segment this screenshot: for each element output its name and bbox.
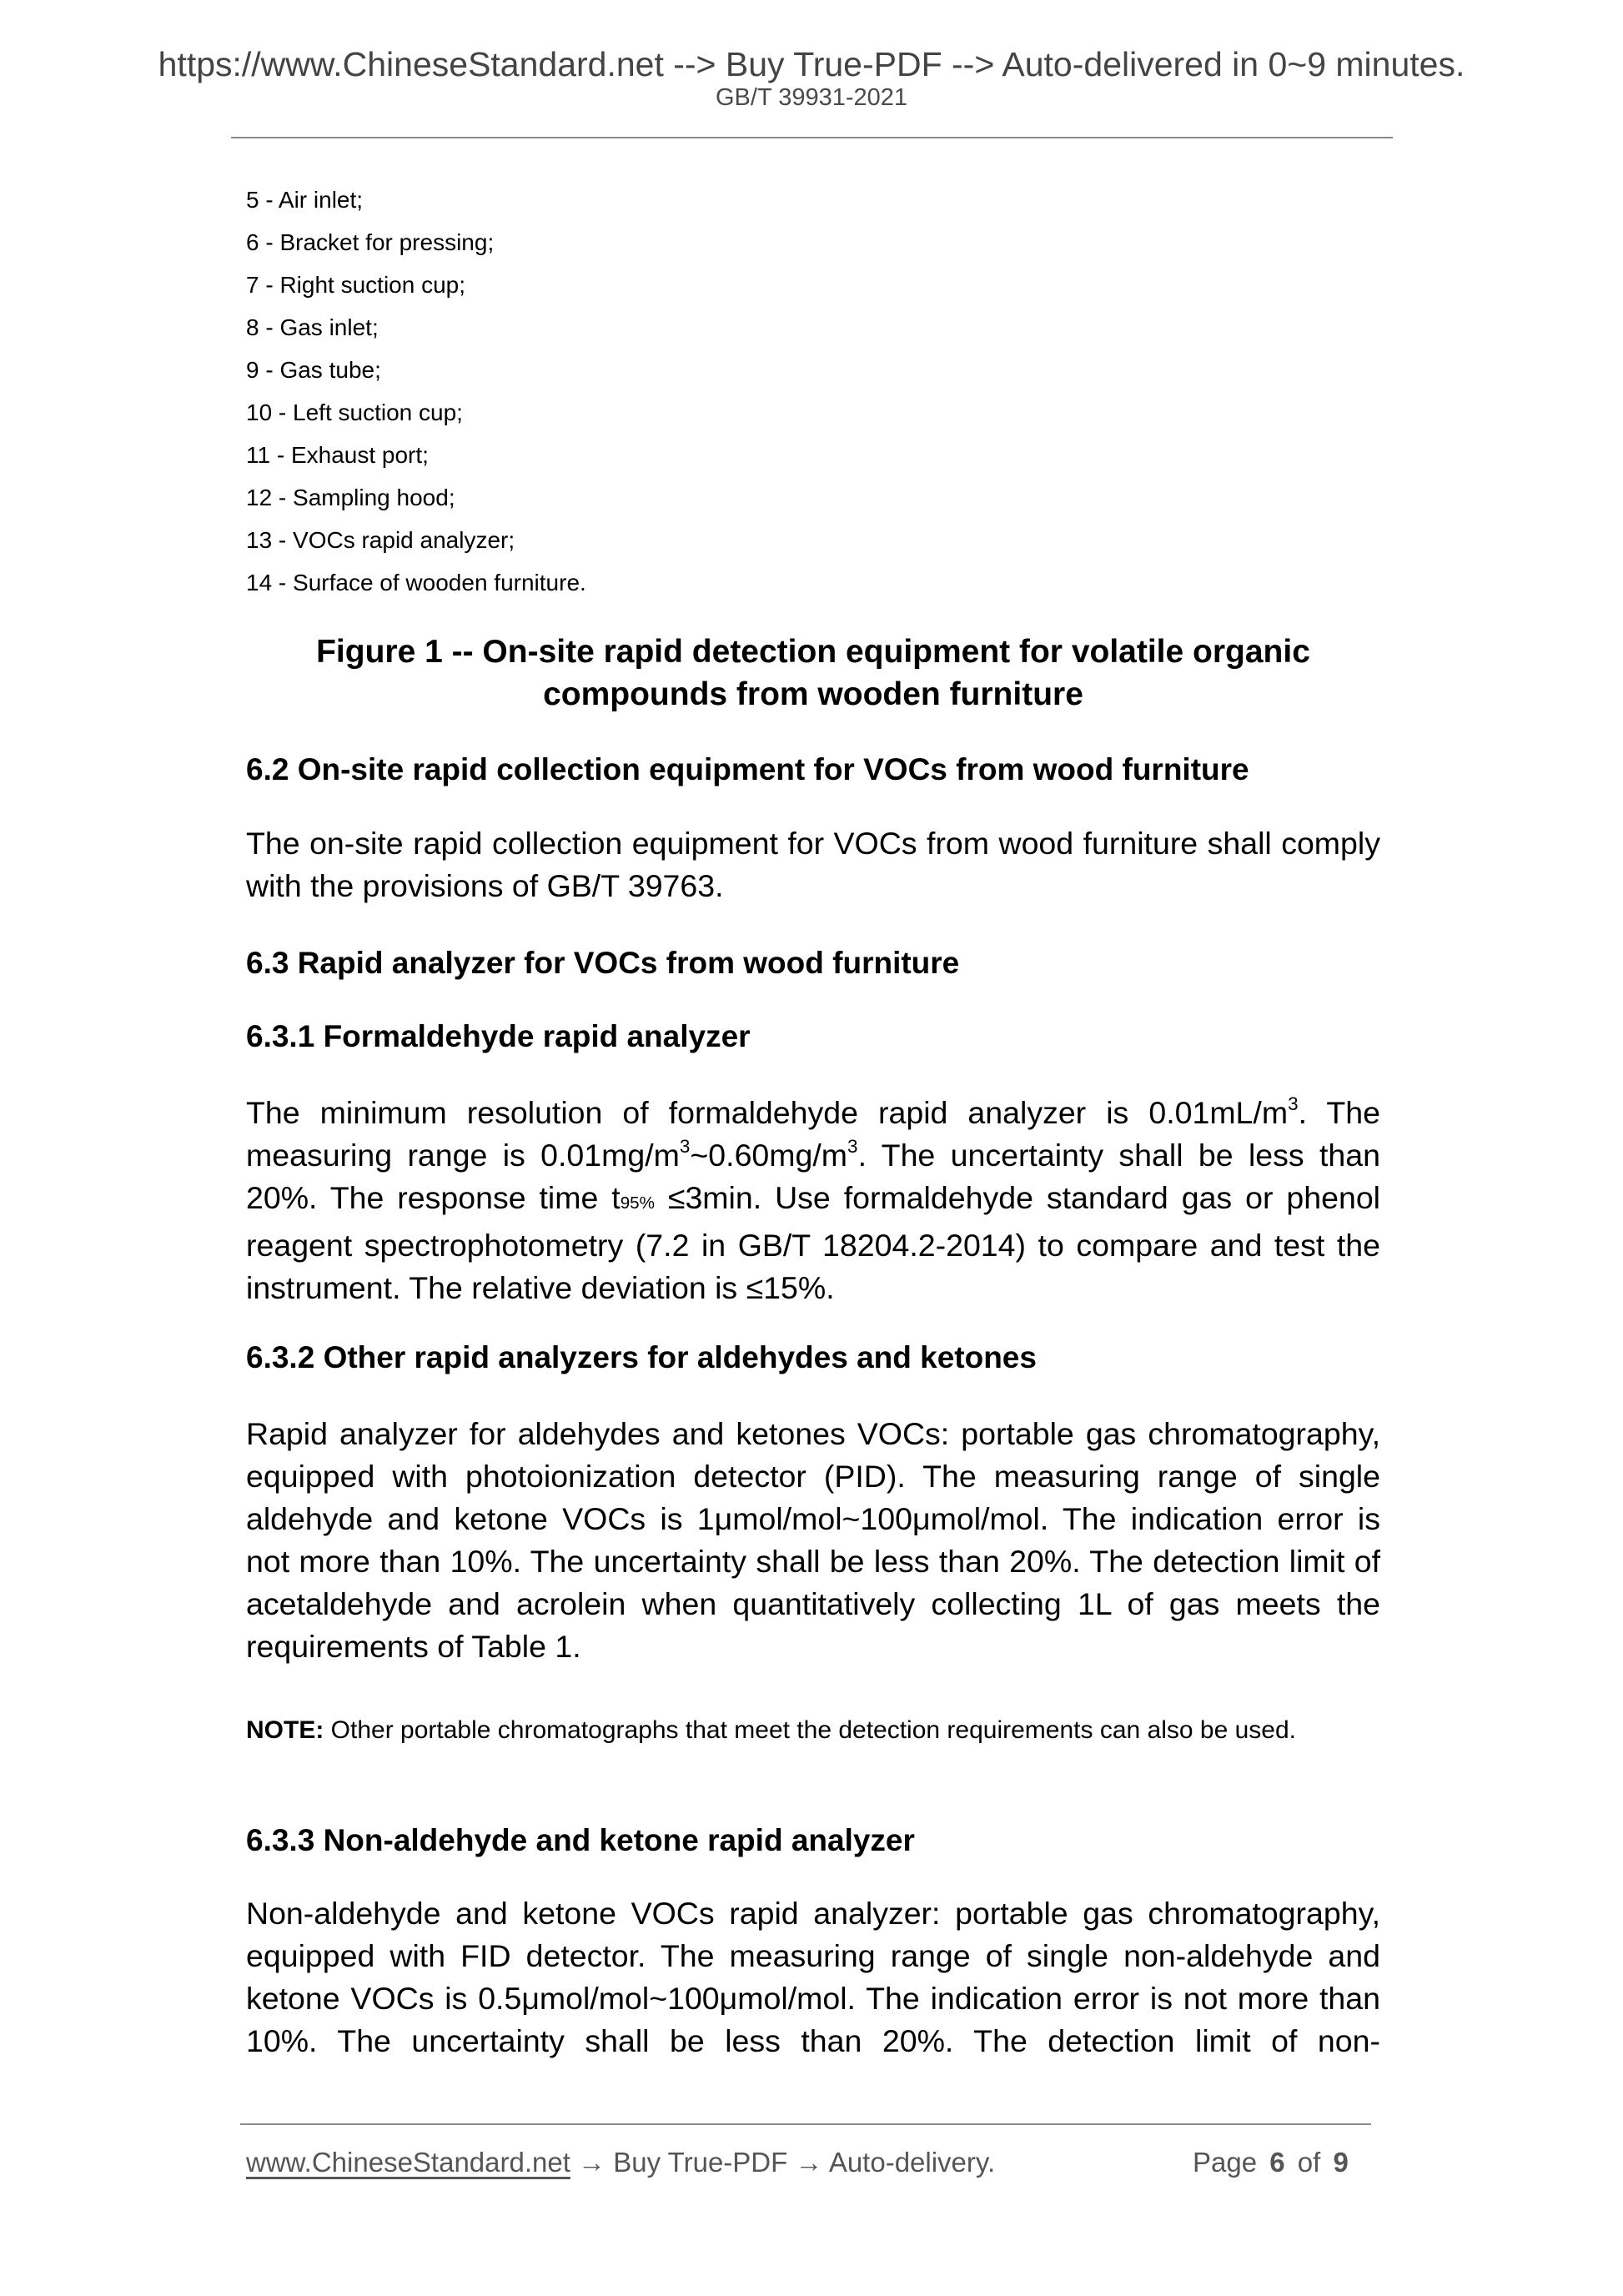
- footer-tagline: → Buy True-PDF → Auto-delivery.: [570, 2147, 996, 2178]
- section-heading-6-2: 6.2 On-site rapid collection equipment for VOCs from wood furniture: [246, 752, 1249, 786]
- section-body-6-2: The on-site rapid collection equipment for VOCs from wood furniture shall comply with the provisions of GB/T 39763.: [246, 826, 1380, 903]
- figure-caption-text: Figure 1 -- On-site rapid detection equipment for volatile organic compounds from wooden furniture: [316, 634, 1310, 712]
- note-text: Other portable chromatographs that meet the detection requirements can also be used.: [324, 1716, 1297, 1744]
- section-heading-6-3: 6.3 Rapid analyzer for VOCs from wood furniture: [246, 946, 960, 980]
- legend-item: 14 - Surface of wooden furniture.: [246, 570, 586, 595]
- section-body-6-3-3: Non-aldehyde and ketone VOCs rapid analyzer: portable gas chromatography, equipped with FID detector. The measuring range of single non-aldehyde and ketone VOCs is 0.5μmol/mol~100μmol/mol. The indication error is not more than 10%. The uncertainty shall be less than 20%. The detection limit of non-: [246, 1896, 1380, 2058]
- legend-item: 5 - Air inlet;: [246, 187, 364, 213]
- legend-item: 8 - Gas inlet;: [246, 314, 379, 340]
- page-label: Page: [1193, 2147, 1258, 2178]
- legend-item: 12 - Sampling hood;: [246, 485, 455, 510]
- page-total: 9: [1333, 2147, 1349, 2178]
- subscript: 95%: [620, 1193, 655, 1213]
- section-heading-6-3-1: 6.3.1 Formaldehyde rapid analyzer: [246, 1019, 751, 1053]
- header-divider: [231, 137, 1393, 138]
- section-body-6-3-1: [246, 1092, 1380, 1309]
- section-heading-6-3-3: 6.3.3 Non-aldehyde and ketone rapid analyzer: [246, 1823, 915, 1857]
- legend-item: 7 - Right suction cup;: [246, 272, 466, 298]
- superscript: 3: [847, 1136, 858, 1158]
- text-run: . The uncertainty shall be less than 20%. The response time t: [246, 1138, 1380, 1215]
- site-link[interactable]: www.ChineseStandard.net: [246, 2147, 570, 2178]
- text-run: The minimum resolution of formaldehyde rapid analyzer is 0.01mL/m: [246, 1095, 1289, 1130]
- section-heading-6-3-2: 6.3.2 Other rapid analyzers for aldehydes and ketones: [246, 1340, 1037, 1374]
- text-run: ~0.60mg/m: [690, 1138, 848, 1173]
- section-body-6-3-2: Rapid analyzer for aldehydes and ketones VOCs: portable gas chromatography, equipped with photoionization detector (PID). The measuring range of single aldehyde and ketone VOCs is 1μmol/mol~100μmol/mol. The indication error is not more than 10%. The uncertainty shall be less than 20%. The detection limit of acetaldehyde and acrolein when quantitatively collecting 1L of gas meets the requirements of Table 1.: [246, 1416, 1380, 1664]
- header-banner: https://www.ChineseStandard.net --> Buy True-PDF --> Auto-delivered in 0~9 minutes.: [158, 45, 1465, 83]
- superscript: 3: [1288, 1093, 1299, 1115]
- text-run: ≤3min. Use formaldehyde standard gas or phenol reagent spectrophotometry (7.2 in GB/T 18204.2-2014) to compare and test the instrument. The relative deviation is ≤15%.: [246, 1180, 1381, 1305]
- legend-item: 6 - Bracket for pressing;: [246, 229, 495, 255]
- legend-item: 9 - Gas tube;: [246, 357, 381, 383]
- footer-divider: [240, 2123, 1371, 2125]
- note: [246, 1709, 1380, 1751]
- page-indicator: [1193, 2146, 1349, 2179]
- text-run: . The measuring range is 0.01mg/m: [246, 1095, 1380, 1173]
- legend-item: 11 - Exhaust port;: [246, 442, 429, 468]
- note-label: NOTE:: [246, 1716, 324, 1744]
- page-current: 6: [1269, 2147, 1285, 2178]
- standard-code: GB/T 39931-2021: [715, 84, 908, 111]
- footer-promo: [246, 2146, 995, 2179]
- legend-item: 10 - Left suction cup;: [246, 399, 463, 425]
- figure-legend-list: [246, 178, 586, 604]
- legend-item: 13 - VOCs rapid analyzer;: [246, 527, 515, 553]
- figure-caption: [246, 631, 1380, 716]
- page-of: of: [1297, 2147, 1321, 2178]
- superscript: 3: [679, 1136, 691, 1158]
